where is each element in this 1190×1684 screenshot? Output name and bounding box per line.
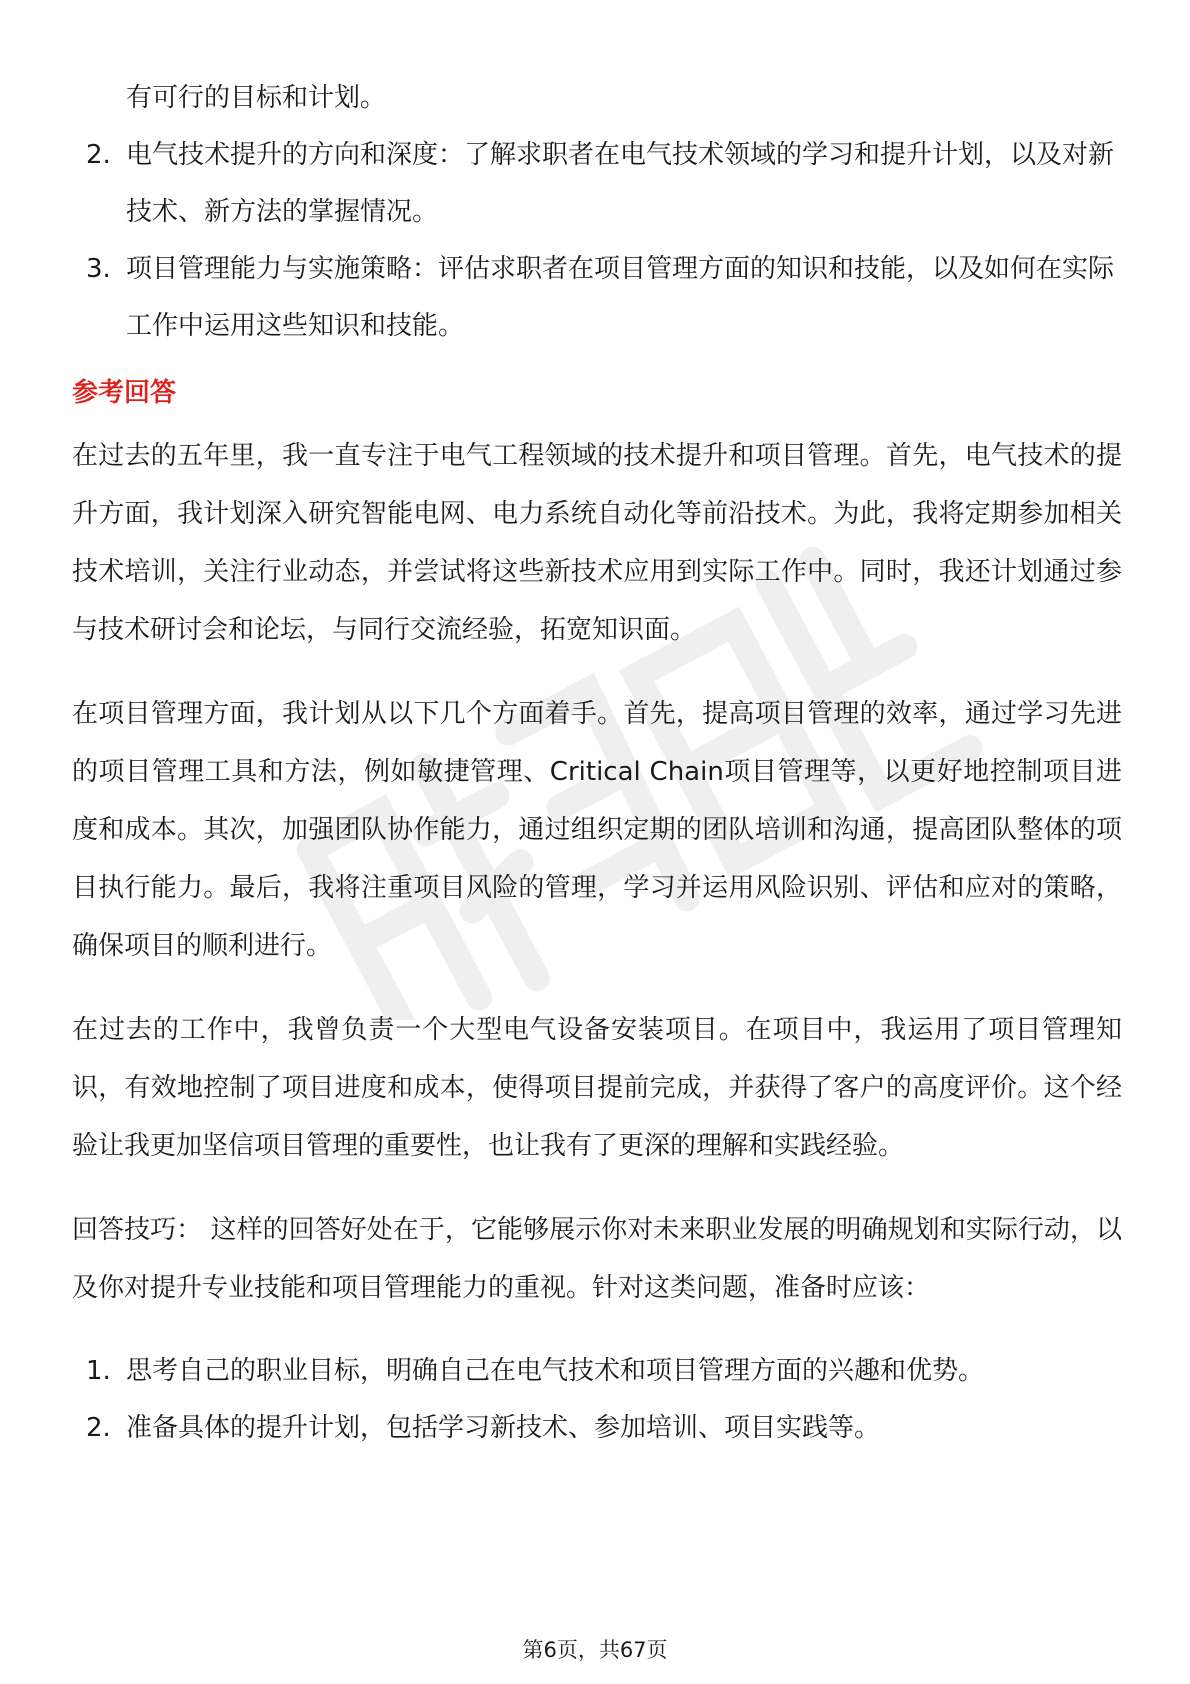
main-content (72, 70, 1122, 1457)
paragraph: 在项目管理方面，我计划从以下几个方面着手。首先，提高项目管理的效率，通过学习先进的项目管理工具和方法，例如敏捷管理、Critical Chain项目管理等，以更好地控制项目进度和成本。其次，加强团队协作能力，通过组织定期的团队培训和沟通，提高团队整体的项目执行能力。最后，我将注重项目风险的管理，学习并运用风险识别、评估和应对的策略，确保项目的顺利进行。 (72, 699, 1122, 961)
paragraph: 在过去的工作中，我曾负责一个大型电气设备安装项目。在项目中，我运用了项目管理知识，有效地控制了项目进度和成本，使得项目提前完成，并获得了客户的高度评价。这个经验让我更加坚信项目管理的重要性，也让我有了更深的理解和实践经验。 (72, 1015, 1122, 1161)
page-footer: 第6页，共67页 (522, 1638, 668, 1662)
list-item-text: 电气技术提升的方向和深度：了解求职者在电气技术领域的学习和提升计划，以及对新技术、新方法的掌握情况。 (126, 140, 1115, 227)
list-item (72, 1343, 1122, 1400)
list-item (72, 241, 1122, 355)
list-item-number: 2. (86, 1413, 111, 1443)
list-item-number: 3. (86, 254, 111, 284)
list-item-text: 有可行的目标和计划。 (126, 83, 387, 113)
list-item-text: 项目管理能力与实施策略：评估求职者在项目管理方面的知识和技能，以及如何在实际工作中运用这些知识和技能。 (126, 254, 1115, 341)
paragraph: 在过去的五年里，我一直专注于电气工程领域的技术提升和项目管理。首先，电气技术的提升方面，我计划深入研究智能电网、电力系统自动化等前沿技术。为此，我将定期参加相关技术培训，关注行业动态，并尝试将这些新技术应用到实际工作中。同时，我还计划通过参与技术研讨会和论坛，与同行交流经验，拓宽知识面。 (72, 441, 1122, 645)
list-item-text: 思考自己的职业目标，明确自己在电气技术和项目管理方面的兴趣和优势。 (126, 1356, 985, 1386)
paragraph-answer-tips: 回答技巧： 这样的回答好处在于，它能够展示你对未来职业发展的明确规划和实际行动，以及你对提升专业技能和项目管理能力的重视。针对这类问题，准备时应该： (72, 1215, 1122, 1303)
list-item (72, 1400, 1122, 1457)
list-item (72, 127, 1122, 241)
list-item-text: 准备具体的提升计划，包括学习新技术、参加培训、项目实践等。 (126, 1413, 881, 1443)
list-item (72, 70, 1122, 127)
section-heading-reference-answer: 参考回答 (72, 378, 177, 408)
top-ordered-list (72, 70, 1122, 355)
bottom-ordered-list (72, 1343, 1122, 1457)
list-item-number: 1. (86, 1356, 111, 1386)
list-item-number: 2. (86, 140, 111, 170)
